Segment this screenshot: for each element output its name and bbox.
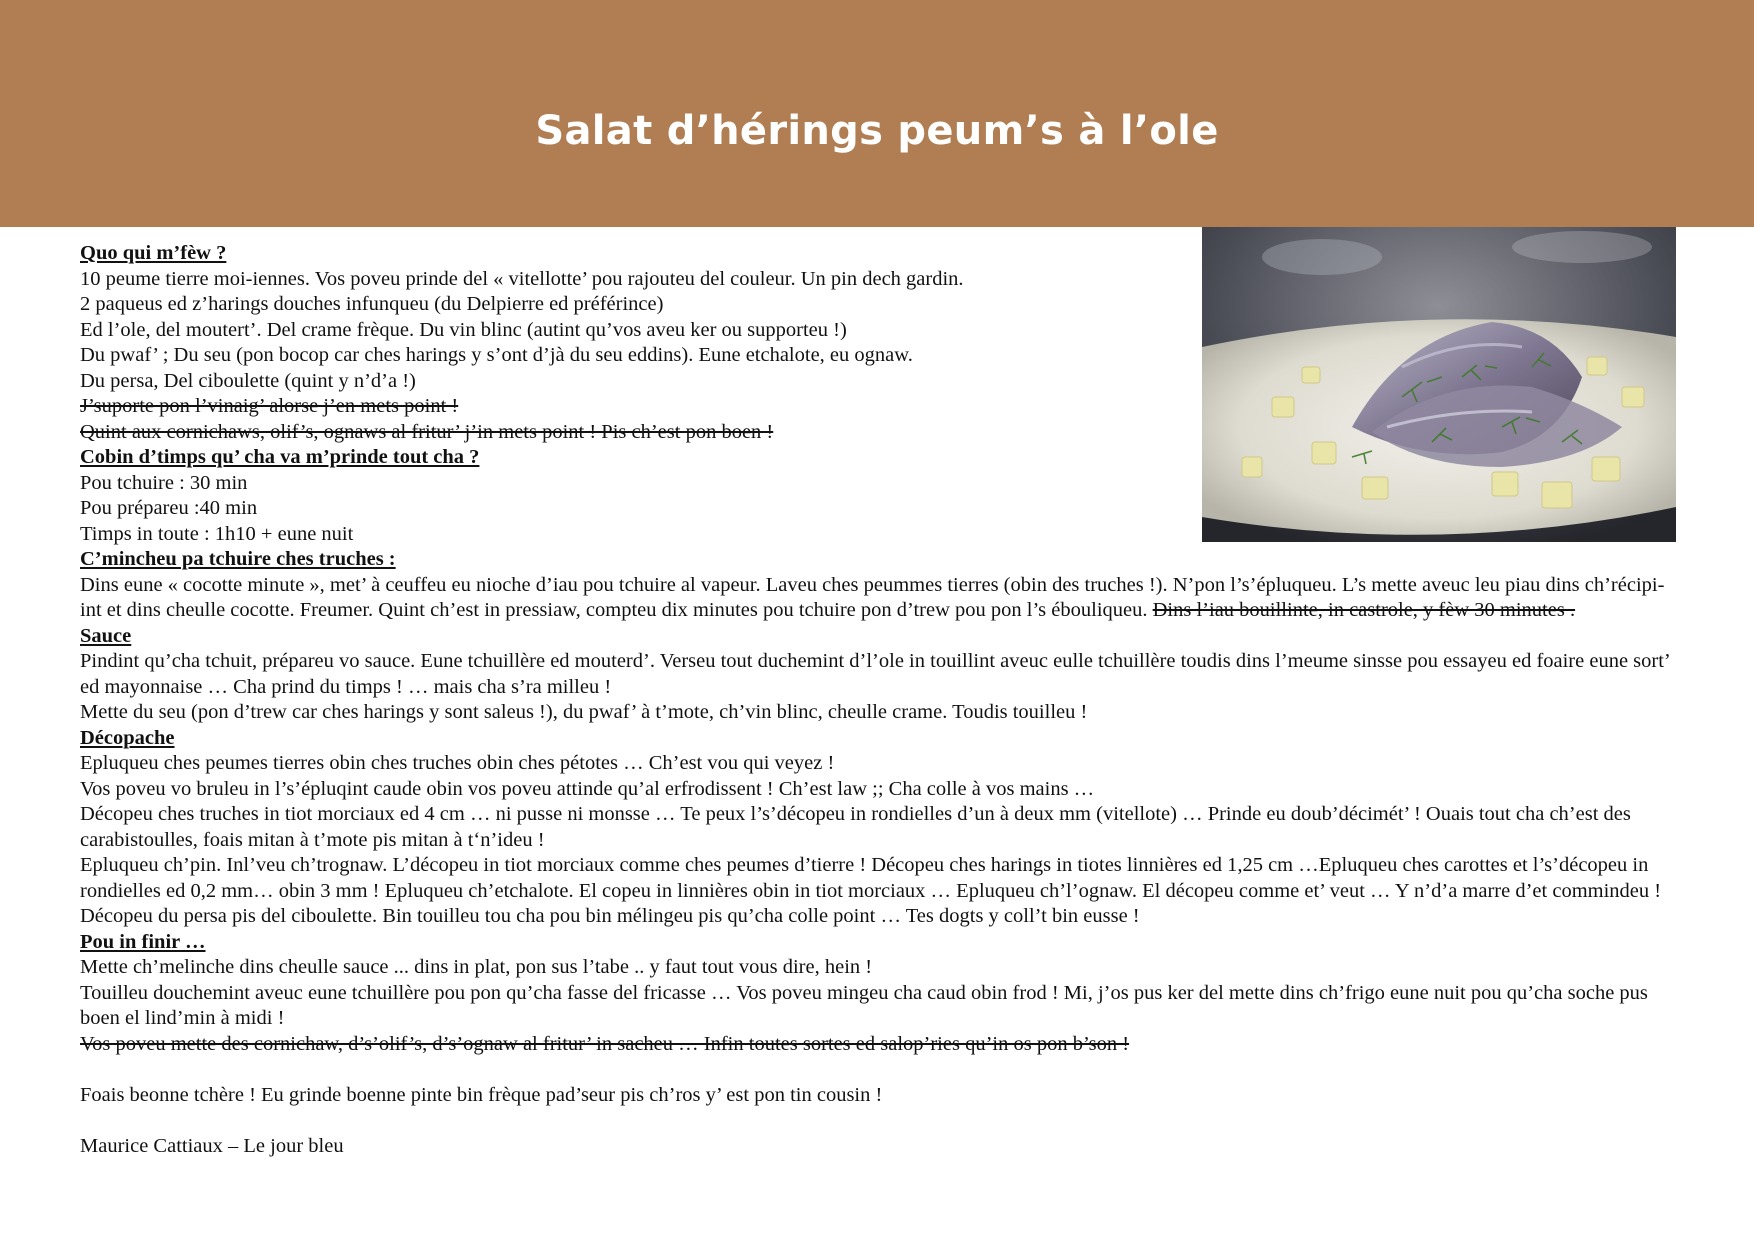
ingredients-heading: Quo qui m’fèw ? xyxy=(80,242,227,264)
finish-line: Mette ch’melinche dins cheulle sauce ... dins in plat, pon sus l’tabe .. y faut tout vous dire, hein ! xyxy=(80,956,873,978)
ingredient-line: 2 paqueus ed z’harings douches infunqueu (du Delpierre ed préférince) xyxy=(80,293,664,315)
recipe-body xyxy=(80,241,1683,1159)
ingredient-line: 10 peume tierre moi-iennes. Vos poveu prinde del « vitellotte’ pou rajouteu del couleur. Un pin dech gardin. xyxy=(80,267,964,290)
sauce-heading: Sauce xyxy=(80,624,132,647)
cooking-text: Dins eune « cocotte minute », met’ à ceuffeu eu nioche d’iau pou tchuire al vapeur. Laveu ches peummes tierres (obin des truches !). N’pon l’s’épluqueu. L’s mette aveuc leu piau dins ch’récipi-int et dins cheulle cocotte. Freumer. Quint ch’est in pressiaw, compteu dix minutes pou tchuire pon d’trew pou pon l’s ébouliqueu. xyxy=(80,573,1665,621)
sauce-line: Pindint qu’cha tchuit, prépareu vo sauce. Eune tchuillère ed mouterd’. Verseu tout duchemint d’l’ole in touillint aveuc eulle tchuillère toudis dins l’meume sinsse pou essayeu ed foaire eune sort’ ed mayonnaise … Cha prind du timps ! … mais cha s’ra milleu ! xyxy=(80,650,1670,698)
struck-ingredient-line: J’suporte pon l’vinaig’ alorse j’en mets point ! xyxy=(80,395,459,417)
time-line: Timps in toute : 1h10 + eune nuit xyxy=(80,522,354,545)
closing-line: Foais beonne tchère ! Eu grinde boenne pinte bin frèque pad’seur pis ch’ros y’ est pon tin cousin ! xyxy=(80,1083,883,1106)
cooking-heading: C’mincheu pa tchuire ches truches : xyxy=(80,548,396,570)
time-line: Pou prépareu :40 min xyxy=(80,497,258,519)
cooking-paragraph xyxy=(80,573,1683,624)
time-heading: Cobin d’timps qu’ cha va m’prinde tout cha ? xyxy=(80,446,480,468)
decopache-line: Epluqueu ches peumes tierres obin ches truches obin ches pétotes … Ch’est vou qui veyez ! xyxy=(80,752,835,774)
ingredient-line: Du persa, Del ciboulette (quint y n’d’a !) xyxy=(80,369,416,392)
decopache-line: Vos poveu vo bruleu in l’s’épluqint caude obin vos poveu attinde qu’al erfrodissent ! Ch’est law ;; Cha colle à vos mains … xyxy=(80,777,1095,800)
struck-ingredient-line: Quint aux cornichaws, olif’s, ognaws al fritur’ j’in mets point ! Pis ch’est pon boen ! xyxy=(80,420,774,443)
ingredients-section xyxy=(80,241,1190,547)
page-title: Salat d’hérings peum’s à l’ole xyxy=(535,108,1219,154)
spacer xyxy=(80,1057,1683,1083)
sauce-line: Mette du seu (pon d’trew car ches harings y sont saleus !), du pwaf’ à t’mote, ch’vin blinc, cheulle crame. Toudis touilleu ! xyxy=(80,701,1088,723)
time-line: Pou tchuire : 30 min xyxy=(80,471,248,494)
ingredient-line: Du pwaf’ ; Du seu (pon bocop car ches harings y s’ont d’jà du seu eddins). Eune etchalote, eu ognaw. xyxy=(80,344,913,366)
signature: Maurice Cattiaux – Le jour bleu xyxy=(80,1134,344,1157)
spacer xyxy=(80,1108,1683,1134)
decopache-heading: Décopache xyxy=(80,726,175,749)
title-banner xyxy=(0,0,1754,227)
decopache-line: Epluqueu ch’pin. Inl’veu ch’trognaw. L’décopeu in tiot morciaux comme ches peumes d’tierre ! Décopeu ches harings in tiotes linnières ed 1,25 cm …Epluqueu ches carottes et l’s’décopeu in rondielles ed 0,2 mm… obin 3 mm ! Epluqueu ch’etchalote. El copeu in linnières obin in tiot morciaux … Epluqueu ch’l’ognaw. El décopeu comme et’ veut … Y n’d’a marre d’et commindeu ! xyxy=(80,854,1662,902)
decopache-line: Décopeu du persa pis del ciboulette. Bin touilleu tou cha pou bin mélingeu pis qu’cha colle point … Tes dogts y coll’t bin eusse ! xyxy=(80,905,1140,927)
ingredient-line: Ed l’ole, del moutert’. Del crame frèque. Du vin blinc (autint qu’vos aveu ker ou supporteu !) xyxy=(80,318,847,341)
finish-heading: Pou in finir … xyxy=(80,930,206,953)
finish-struck-line: Vos poveu mette des cornichaw, d’s’olif’s, d’s’ognaw al fritur’ in sacheu … Infin toutes sortes ed salop’ries qu’in os pon b’son ! xyxy=(80,1032,1130,1055)
finish-line: Touilleu douchemint aveuc eune tchuillère pou pon qu’cha fasse del fricasse … Vos poveu mingeu cha caud obin frod ! Mi, j’os pus ker del mette dins ch’frigo eune nuit pou qu’cha soche pus boen el lind’min à midi ! xyxy=(80,981,1648,1029)
decopache-line: Décopeu ches truches in tiot morciaux ed 4 cm … ni pusse ni monsse … Te peux l’s’décopeu in rondielles d’un à deux mm (vitellote) … Prinde eu doub’décimét’ ! Ouais tout cha ch’est des carabistoulles, foais mitan à t’mote pis mitan à t‘n’ideu ! xyxy=(80,803,1631,851)
cooking-struck-text: Dins l’iau bouillinte, in castrole, y fèw 30 minutes . xyxy=(1152,599,1576,621)
